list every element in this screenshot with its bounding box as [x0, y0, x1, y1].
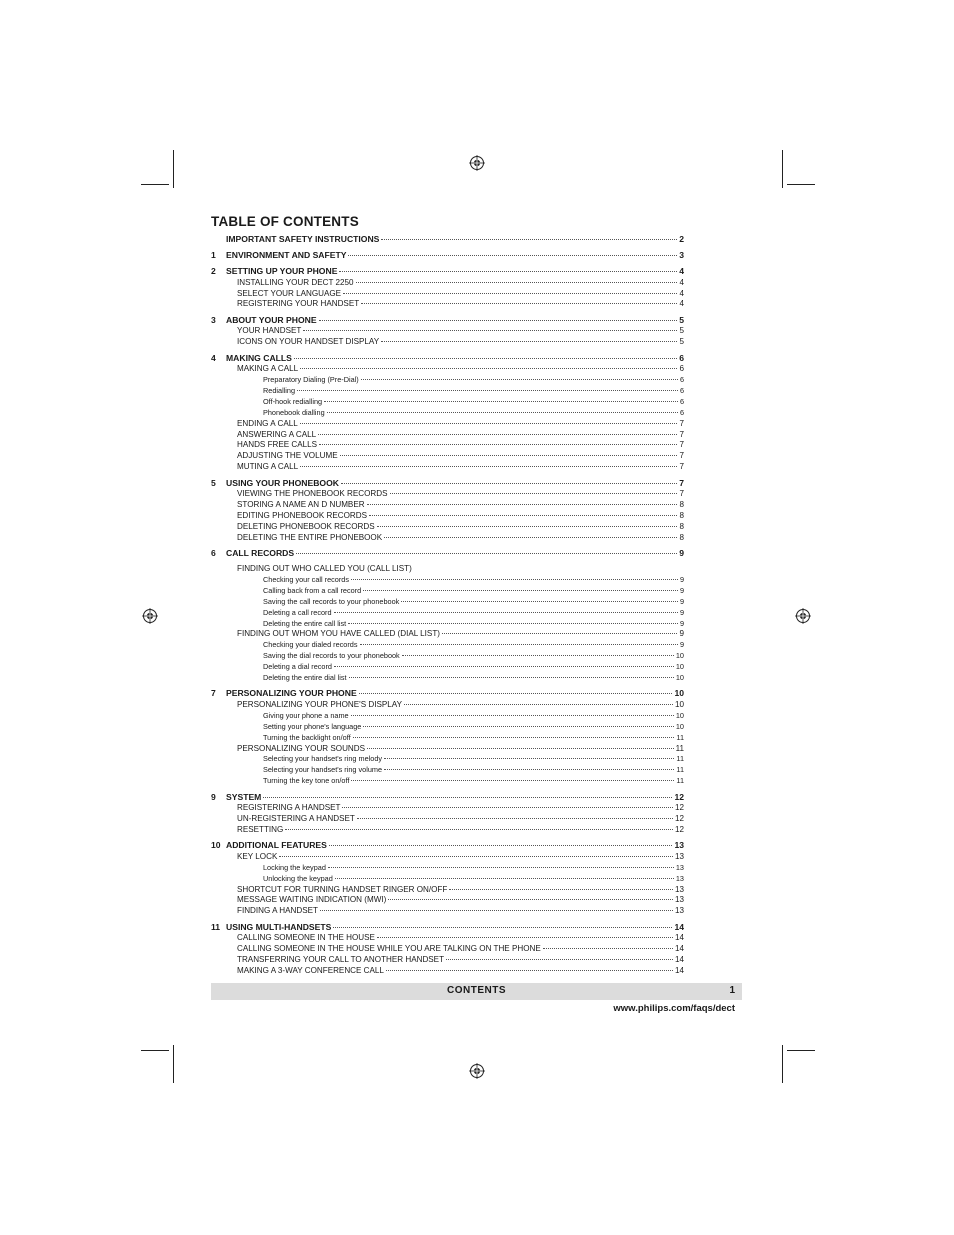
toc-subsection: [211, 586, 684, 597]
toc-page-number: 7: [679, 477, 684, 488]
toc-leader-dots: [357, 818, 673, 819]
toc-subsection: [211, 874, 684, 885]
toc-entry-label: Turning the backlight on/off: [263, 732, 351, 742]
toc-chapter-number: 3: [211, 314, 216, 325]
toc-page-number: 6: [679, 352, 684, 363]
toc-page-number: 8: [679, 521, 684, 531]
toc-leader-dots: [319, 320, 678, 321]
toc-page-number: 7: [679, 418, 684, 428]
toc-leader-dots: [285, 829, 673, 830]
toc-leader-dots: [333, 927, 672, 928]
toc-entry-label: PERSONALIZING YOUR SOUNDS: [237, 743, 366, 753]
toc-entry-label: CALL RECORDS: [226, 548, 295, 558]
toc-entry-label: MESSAGE WAITING INDICATION (MWI): [237, 895, 387, 905]
toc-page-number: 2: [679, 234, 684, 244]
toc-leader-dots: [351, 780, 674, 781]
toc-leader-dots: [401, 601, 678, 602]
toc-leader-dots: [449, 889, 673, 890]
toc-page-number: 14: [674, 955, 684, 964]
crop-mark-bottom-left: [173, 1045, 174, 1083]
toc-leader-dots: [334, 666, 674, 667]
toc-entry-label: MAKING A 3-WAY CONFERENCE CALL: [237, 965, 384, 975]
toc-entry-label: UN-REGISTERING A HANDSET: [237, 814, 355, 823]
toc-page-number: 13: [675, 873, 684, 883]
crop-mark-bottom-right: [787, 1050, 815, 1051]
toc-page-number: 14: [674, 933, 684, 943]
toc-page-number: 11: [676, 732, 684, 742]
toc-page-number: 11: [676, 754, 684, 764]
toc-page-number: 10: [675, 710, 684, 720]
toc-page-number: 7: [679, 489, 684, 499]
toc-subsection: [211, 386, 684, 397]
toc-chapter: [211, 548, 684, 560]
toc-chapter-number: 10: [211, 840, 221, 851]
toc-page-number: 11: [676, 776, 684, 786]
toc-entry-label: PERSONALIZING YOUR PHONE'S DISPLAY: [237, 699, 402, 709]
toc-page-number: 10: [674, 699, 684, 709]
toc-page-number: 14: [674, 965, 684, 975]
toc-page-number: 11: [676, 765, 684, 775]
toc-chapter: [211, 922, 684, 934]
toc-entry-label: EDITING PHONEBOOK RECORDS: [237, 510, 367, 520]
toc-page-number: 10: [675, 721, 684, 731]
toc-page-number: 12: [674, 803, 684, 813]
toc-page-number: 4: [679, 288, 684, 298]
toc-entry-label: ADJUSTING THE VOLUME: [237, 451, 338, 461]
crop-mark-top-left: [173, 150, 174, 188]
registration-mark-icon: [142, 608, 158, 624]
toc-section: [211, 364, 684, 375]
toc-page-number: 6: [679, 396, 684, 406]
toc-subsection: [211, 397, 684, 408]
toc-chapter-number: 1: [211, 250, 216, 260]
toc-subsection: [211, 608, 684, 619]
toc-entry-label: VIEWING THE PHONEBOOK RECORDS: [237, 489, 388, 499]
toc-entry-label: Redialling: [263, 385, 296, 395]
toc-page-number: 9: [679, 629, 684, 639]
toc-entry-label: Checking your dialed records: [263, 640, 358, 650]
toc-section: [211, 489, 684, 500]
toc-entry-label: Selecting your handset's ring melody: [263, 754, 383, 764]
toc-leader-dots: [351, 579, 678, 580]
toc-entry-label: Selecting your handset's ring volume: [263, 765, 383, 775]
toc-page-number: 9: [679, 607, 684, 617]
toc-leader-dots: [348, 623, 678, 624]
toc-section: [211, 462, 684, 473]
toc-leader-dots: [381, 239, 677, 240]
toc-section: [211, 933, 684, 944]
toc-page-number: 11: [675, 743, 684, 753]
toc-entry-label: USING YOUR PHONEBOOK: [226, 477, 340, 488]
crop-mark-top-right: [782, 150, 783, 188]
toc-leader-dots: [303, 330, 677, 331]
toc-entry-label: Preparatory Dialing (Pre-Dial): [263, 375, 359, 384]
toc-leader-dots: [377, 937, 673, 938]
toc-section: [211, 289, 684, 300]
toc-subsection: [211, 722, 684, 733]
toc-entry-label: ENDING A CALL: [237, 418, 298, 428]
toc-leader-dots: [294, 358, 677, 359]
toc-leader-dots: [361, 379, 678, 380]
toc-leader-dots: [349, 677, 674, 678]
toc-page-number: 13: [674, 895, 684, 905]
toc-subsection: [211, 597, 684, 608]
toc-section: [211, 944, 684, 955]
toc-page-number: 10: [675, 673, 684, 682]
toc-leader-dots: [384, 758, 674, 759]
toc-entry-label: MAKING A CALL: [237, 364, 299, 374]
footer-page-number: 1: [729, 985, 735, 996]
toc-entry-label: Locking the keypad: [263, 862, 326, 872]
toc-entry-label: TRANSFERRING YOUR CALL TO ANOTHER HANDSET: [237, 955, 445, 964]
toc-page-number: 13: [674, 840, 684, 851]
toc-leader-dots: [297, 390, 678, 391]
toc-entry-label: CALLING SOMEONE IN THE HOUSE WHILE YOU ARE TALKING ON THE PHONE: [237, 944, 541, 954]
toc-leader-dots: [381, 341, 677, 342]
toc-subsection: [211, 733, 684, 744]
toc-leader-dots: [351, 715, 674, 716]
toc-leader-dots: [388, 899, 673, 900]
toc-entry-label: Deleting the entire call list: [263, 618, 347, 628]
toc-entry-label: FINDING OUT WHO CALLED YOU (CALL LIST): [237, 564, 412, 573]
toc-section: [211, 744, 684, 755]
toc-section: [211, 278, 684, 289]
toc-section: [211, 326, 684, 337]
toc-entry-label: Deleting a dial record: [263, 662, 332, 672]
toc-leader-dots: [300, 466, 677, 467]
toc-page-number: 9: [679, 574, 684, 584]
toc-entry-label: RESETTING: [237, 824, 284, 834]
toc-leader-dots: [384, 537, 677, 538]
toc-chapter: [211, 478, 684, 490]
toc-page-number: 7: [679, 440, 684, 450]
toc-entry-label: SYSTEM: [226, 791, 262, 802]
toc-page-number: 9: [679, 548, 684, 558]
toc-subsection: [211, 673, 684, 684]
toc-page-number: 9: [679, 640, 684, 650]
toc-leader-dots: [319, 444, 677, 445]
toc-page-number: 6: [679, 364, 684, 374]
toc-page-number: 4: [679, 266, 684, 276]
toc-page-number: 7: [679, 462, 684, 472]
toc-chapter-number: 5: [211, 477, 216, 488]
toc-leader-dots: [360, 644, 678, 645]
toc-entry-label: Setting your phone's language: [263, 721, 362, 731]
toc-chapter-number: 4: [211, 352, 216, 363]
toc-page-number: 13: [674, 906, 684, 916]
toc-page-number: 12: [674, 824, 684, 834]
toc-page-number: 7: [679, 451, 684, 461]
toc-leader-dots: [359, 693, 673, 694]
toc-chapter: [211, 688, 684, 700]
toc-leader-dots: [363, 726, 674, 727]
registration-mark-icon: [469, 155, 485, 171]
toc-leader-dots: [363, 590, 678, 591]
toc-page-number: 8: [679, 500, 684, 509]
toc-entry-label: KEY LOCK: [237, 851, 278, 861]
toc-entry-label: MUTING A CALL: [237, 462, 299, 472]
toc-section: [211, 700, 684, 711]
crop-mark-top-right: [787, 184, 815, 185]
toc-leader-dots: [446, 959, 673, 960]
crop-mark-bottom-left: [141, 1050, 169, 1051]
toc-entry-label: IMPORTANT SAFETY INSTRUCTIONS: [226, 234, 380, 244]
toc-chapter: [211, 315, 684, 327]
toc-section: [211, 966, 684, 977]
toc-entry-label: Deleting the entire dial list: [263, 673, 347, 682]
toc-subsection: [211, 575, 684, 586]
toc-page-number: 12: [674, 814, 684, 823]
toc-entry-label: PERSONALIZING YOUR PHONE: [226, 688, 357, 699]
toc-subsection: [211, 711, 684, 722]
toc-entry-label: Saving the dial records to your phonebook: [263, 651, 400, 661]
toc-section: [211, 511, 684, 522]
toc-chapter-number: 2: [211, 266, 216, 276]
toc-entry-label: Checking your call records: [263, 574, 349, 584]
toc-page-number: 6: [679, 407, 684, 417]
registration-mark-icon: [469, 1063, 485, 1079]
toc-page-number: 13: [675, 862, 684, 872]
toc-subsection: [211, 754, 684, 765]
toc-entry-label: ABOUT YOUR PHONE: [226, 314, 317, 325]
toc-section: [211, 430, 684, 441]
footer-url: www.philips.com/faqs/dect: [613, 1003, 735, 1014]
toc-leader-dots: [328, 867, 674, 868]
toc-leader-dots: [369, 515, 678, 516]
toc-subsection: [211, 776, 684, 787]
toc-entry-label: HANDS FREE CALLS: [237, 440, 318, 450]
toc-subsection: [211, 863, 684, 874]
toc-leader-dots: [300, 423, 678, 424]
toc-page-number: 3: [679, 250, 684, 260]
toc-leader-dots: [353, 737, 675, 738]
toc-entry-label: ICONS ON YOUR HANDSET DISPLAY: [237, 337, 380, 347]
toc-leader-dots: [320, 910, 673, 911]
toc-section: [211, 895, 684, 906]
toc-leader-dots: [329, 845, 673, 846]
toc-page-number: 12: [674, 791, 684, 802]
toc-page-number: 13: [674, 851, 684, 861]
toc-page-number: 9: [679, 585, 684, 595]
toc-chapter: [211, 234, 684, 246]
toc-section: [211, 337, 684, 348]
toc-entry-label: SETTING UP YOUR PHONE: [226, 266, 338, 276]
toc-section: [211, 299, 684, 310]
toc-subsection: [211, 662, 684, 673]
toc-leader-dots: [296, 553, 677, 554]
toc-page-number: 5: [679, 337, 684, 347]
toc-page-number: 4: [679, 277, 684, 287]
toc-chapter: [211, 250, 684, 262]
toc-page-number: 10: [675, 651, 684, 661]
toc-entry-label: DELETING PHONEBOOK RECORDS: [237, 521, 375, 531]
toc-page-number: 9: [679, 596, 684, 606]
toc-section: [211, 814, 684, 825]
toc-page-number: 4: [679, 299, 684, 309]
toc-page-number: 5: [679, 314, 684, 325]
toc-page-number: 8: [679, 510, 684, 520]
toc-leader-dots: [384, 769, 674, 770]
toc-entry-label: SELECT YOUR LANGUAGE: [237, 288, 342, 298]
toc-leader-dots: [341, 483, 677, 484]
toc-section: [211, 522, 684, 533]
toc-chapter-number: 9: [211, 791, 216, 802]
toc-section: [211, 451, 684, 462]
toc-section: [211, 500, 684, 511]
registration-mark-icon: [795, 608, 811, 624]
toc-page-number: 13: [674, 884, 684, 894]
toc-entry-label: Off-hook redialling: [263, 396, 323, 406]
toc-entry-label: Deleting a call record: [263, 607, 332, 617]
toc-leader-dots: [442, 633, 678, 634]
toc-entry-label: USING MULTI-HANDSETS: [226, 921, 332, 932]
toc-leader-dots: [367, 748, 674, 749]
toc-entry-label: Giving your phone a name: [263, 710, 349, 720]
toc-entry-label: Calling back from a call record: [263, 585, 362, 595]
toc-leader-dots: [386, 970, 673, 971]
toc-chapter: [211, 266, 684, 278]
toc-section: [211, 533, 684, 544]
toc-leader-dots: [404, 704, 673, 705]
toc-chapter-number: 7: [211, 688, 216, 699]
toc-entry-label: REGISTERING A HANDSET: [237, 803, 341, 813]
toc-entry-label: CALLING SOMEONE IN THE HOUSE: [237, 933, 375, 943]
page-title: TABLE OF CONTENTS: [211, 214, 359, 229]
toc-section: [211, 564, 684, 575]
toc-section: [211, 955, 684, 966]
toc-leader-dots: [367, 504, 678, 505]
toc-page-number: 10: [674, 688, 684, 699]
toc-leader-dots: [263, 797, 672, 798]
toc-subsection: [211, 619, 684, 630]
toc-chapter: [211, 792, 684, 804]
toc-section: [211, 906, 684, 917]
toc-subsection: [211, 408, 684, 419]
toc-entry-label: REGISTERING YOUR HANDSET: [237, 299, 360, 309]
toc-page-number: 9: [679, 618, 684, 628]
toc-entry-label: ADDITIONAL FEATURES: [226, 840, 327, 851]
toc-leader-dots: [300, 368, 677, 369]
toc-leader-dots: [335, 878, 674, 879]
toc-page-number: 14: [674, 921, 684, 932]
toc-entry-label: Turning the key tone on/off: [263, 776, 350, 786]
toc-leader-dots: [279, 856, 673, 857]
toc-section: [211, 825, 684, 836]
toc-chapter: [211, 353, 684, 365]
toc-entry-label: ANSWERING A CALL: [237, 429, 317, 439]
toc-entry-label: INSTALLING YOUR DECT 2250: [237, 277, 354, 287]
toc-chapter-number: 6: [211, 548, 216, 558]
toc-page-number: 10: [675, 662, 684, 672]
footer-section-label: CONTENTS: [447, 985, 506, 996]
crop-mark-top-left: [141, 184, 169, 185]
toc-entry-label: YOUR HANDSET: [237, 326, 302, 336]
toc-leader-dots: [348, 255, 677, 256]
toc-page-number: 14: [674, 944, 684, 954]
toc-page-number: 5: [679, 326, 684, 336]
toc-leader-dots: [327, 412, 678, 413]
toc-entry-label: FINDING A HANDSET: [237, 906, 318, 916]
toc-page-number: 6: [679, 375, 684, 384]
toc-entry-label: SHORTCUT FOR TURNING HANDSET RINGER ON/OFF: [237, 884, 448, 894]
crop-mark-bottom-right: [782, 1045, 783, 1083]
toc-entry-label: MAKING CALLS: [226, 352, 292, 363]
toc-section: [211, 885, 684, 896]
toc-leader-dots: [543, 948, 673, 949]
toc-leader-dots: [402, 655, 674, 656]
toc-leader-dots: [334, 612, 678, 613]
toc-leader-dots: [324, 401, 678, 402]
toc-leader-dots: [361, 303, 677, 304]
toc-entry-label: DELETING THE ENTIRE PHONEBOOK: [237, 532, 383, 542]
toc-section: [211, 419, 684, 430]
toc-entry-label: Saving the call records to your phonebook: [263, 596, 400, 606]
toc-page-number: 7: [679, 429, 684, 439]
toc-subsection: [211, 765, 684, 776]
toc-leader-dots: [340, 455, 678, 456]
toc-leader-dots: [339, 271, 677, 272]
toc-leader-dots: [356, 282, 678, 283]
toc-entry-label: Unlocking the keypad: [263, 873, 333, 883]
toc-section: [211, 803, 684, 814]
footer-bar: [211, 983, 742, 1000]
toc-entry-label: ENVIRONMENT AND SAFETY: [226, 250, 347, 260]
toc-page-number: 8: [679, 532, 684, 542]
toc-chapter: [211, 840, 684, 852]
toc-section: [211, 629, 684, 640]
toc-entry-label: Phonebook dialling: [263, 407, 325, 417]
toc-section: [211, 440, 684, 451]
toc-section: [211, 852, 684, 863]
toc-entry-label: FINDING OUT WHOM YOU HAVE CALLED (DIAL LIST): [237, 629, 440, 639]
toc-chapter-number: 11: [211, 921, 221, 932]
toc-subsection: [211, 651, 684, 662]
toc-leader-dots: [318, 434, 677, 435]
toc-leader-dots: [343, 293, 677, 294]
toc-leader-dots: [342, 807, 673, 808]
toc-page-number: 6: [679, 385, 684, 395]
toc-leader-dots: [377, 526, 678, 527]
toc-leader-dots: [390, 493, 678, 494]
toc-subsection: [211, 640, 684, 651]
toc-subsection: [211, 375, 684, 386]
toc-entry-label: STORING A NAME AN D NUMBER: [237, 500, 365, 509]
